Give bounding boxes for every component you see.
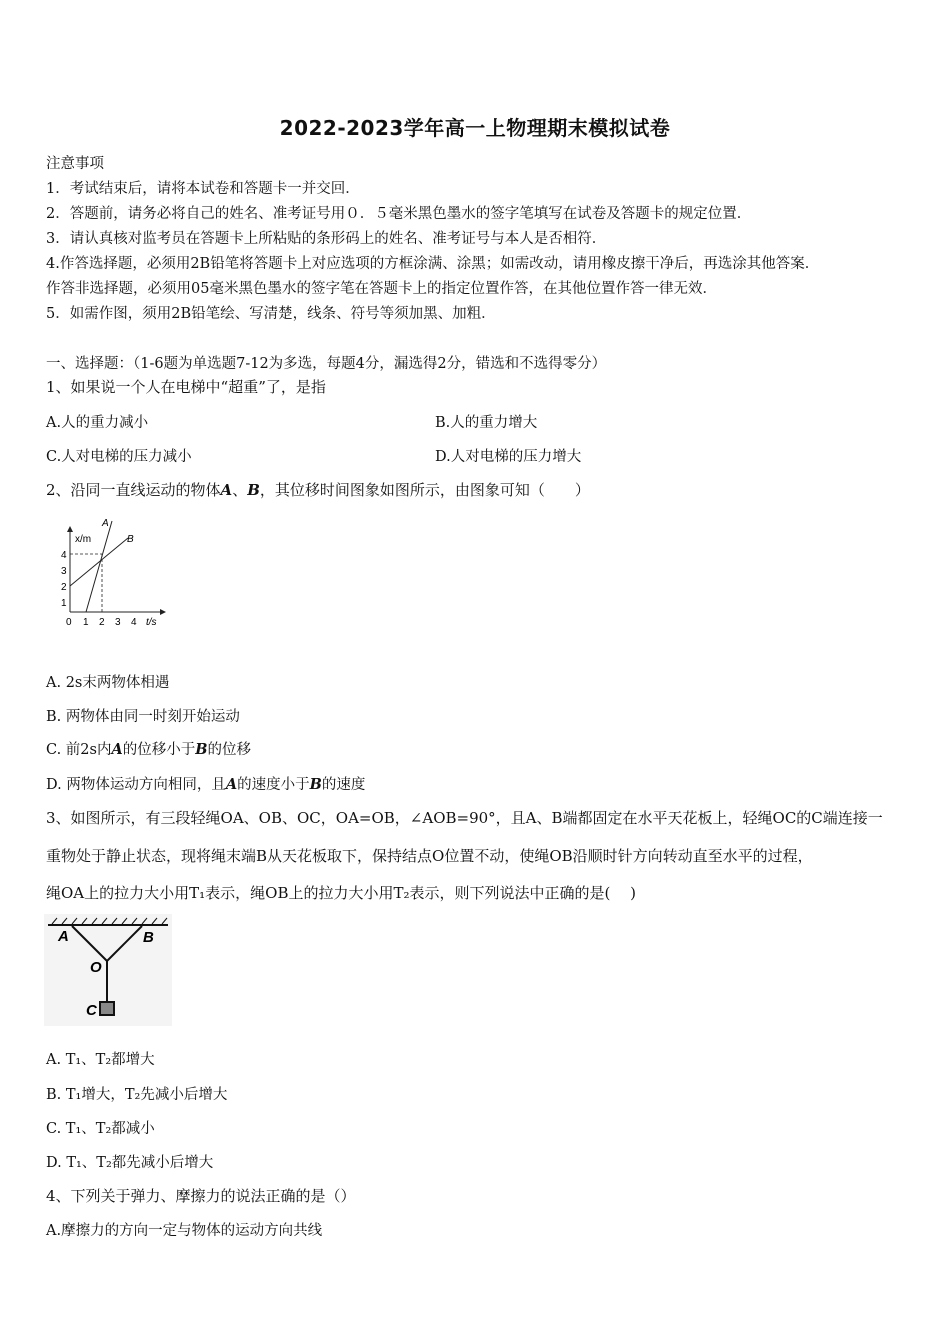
q2-option-b: B. 两物体由同一时刻开始运动 bbox=[46, 709, 240, 725]
section-heading: 一、选择题：（1-6题为单选题7-12为多选，每题4分，漏选得2分，错选和不选得零分） bbox=[46, 356, 607, 372]
notice-item: 5．如需作图，须用2B铅笔绘、写清楚，线条、符号等须加黑、加粗． bbox=[46, 306, 496, 322]
notice-heading: 注意事项 bbox=[46, 156, 104, 172]
q3-option-d: D. T₁、T₂都先减小后增大 bbox=[46, 1155, 214, 1171]
x-tick-label: 2 bbox=[99, 617, 105, 628]
notice-item: 2．答题前，请务必将自己的姓名、准考证号用０．５毫米黑色墨水的签字笔填写在试卷及答题卡的规定位置． bbox=[46, 206, 752, 222]
notice-item: 1．考试结束后，请将本试卷和答题卡一并交回． bbox=[46, 181, 360, 197]
point-b-label: B bbox=[143, 929, 154, 946]
question-4-stem: 4、下列关于弹力、摩擦力的说法正确的是（） bbox=[46, 1187, 356, 1205]
x-axis-label: t/s bbox=[146, 617, 157, 628]
x-tick-label: 4 bbox=[131, 617, 137, 628]
question-3-line-1: 3、如图所示，有三段轻绳OA、OB、OC，OA=OB，∠AOB=90°，且A、B端都固定在水平天花板上，轻绳OC的C端连接一 bbox=[46, 809, 883, 827]
q2-displacement-time-graph bbox=[56, 515, 176, 630]
q2-option-a: A. 2s末两物体相遇 bbox=[46, 675, 170, 691]
point-o-label: O bbox=[90, 959, 102, 976]
question-3-line-2: 重物处于静止状态，现将绳末端B从天花板取下，保持结点O位置不动，使绳OB沿顺时针方向转动直至水平的过程， bbox=[46, 847, 813, 865]
q1-option-c: C.人对电梯的压力减小 bbox=[46, 449, 192, 465]
question-1-stem: 1、如果说一个人在电梯中“超重”了，是指 bbox=[46, 378, 326, 396]
q1-option-b: B.人的重力增大 bbox=[435, 415, 538, 431]
q2-option-d: D. 两物体运动方向相同，且A的速度小于B的速度 bbox=[46, 776, 366, 793]
q1-option-d: D.人对电梯的压力增大 bbox=[435, 449, 582, 465]
page-title: 2022-2023学年高一上物理期末模拟试卷 bbox=[279, 116, 671, 140]
line-b bbox=[70, 538, 128, 586]
notice-item: 3．请认真核对监考员在答题卡上所粘贴的条形码上的姓名、准考证号与本人是否相符． bbox=[46, 231, 607, 247]
q3-rope-figure bbox=[44, 914, 172, 1026]
question-2-stem: 2、沿同一直线运动的物体A、B，其位移时间图象如图所示，由图象可知（ ） bbox=[46, 481, 590, 499]
notice-item: 作答非选择题，必须用05毫米黑色墨水的签字笔在答题卡上的指定位置作答，在其他位置作答一律无效． bbox=[46, 281, 717, 297]
notice-item: 4.作答选择题，必须用2B铅笔将答题卡上对应选项的方框涂满、涂黑；如需改动，请用橡皮擦干净后，再选涂其他答案． bbox=[46, 256, 820, 272]
y-tick-label: 2 bbox=[61, 582, 67, 593]
q4-option-a: A.摩擦力的方向一定与物体的运动方向共线 bbox=[46, 1223, 323, 1239]
y-axis-arrow bbox=[67, 526, 73, 532]
q3-option-c: C. T₁、T₂都减小 bbox=[46, 1121, 155, 1137]
q3-option-b: B. T₁增大，T₂先减小后增大 bbox=[46, 1087, 228, 1103]
y-tick-label: 1 bbox=[61, 598, 67, 609]
line-b-label: B bbox=[127, 534, 134, 545]
q3-option-a: A. T₁、T₂都增大 bbox=[46, 1052, 155, 1068]
line-a-label: A bbox=[102, 518, 109, 529]
x-axis-arrow bbox=[160, 609, 166, 615]
q2-option-c: C. 前2s内A的位移小于B的位移 bbox=[46, 741, 251, 758]
y-tick-label: 3 bbox=[61, 566, 67, 577]
y-tick-label: 4 bbox=[61, 550, 67, 561]
question-3-line-3: 绳OA上的拉力大小用T₁表示，绳OB上的拉力大小用T₂表示，则下列说法中正确的是( ) bbox=[46, 884, 636, 902]
y-axis-label: x/m bbox=[75, 534, 92, 545]
q1-option-a: A.人的重力减小 bbox=[46, 415, 149, 431]
hanging-weight bbox=[100, 1002, 114, 1015]
point-c-label: C bbox=[86, 1002, 97, 1019]
point-a-label: A bbox=[58, 928, 69, 945]
origin-label: 0 bbox=[66, 617, 72, 628]
x-tick-label: 1 bbox=[83, 617, 89, 628]
x-tick-label: 3 bbox=[115, 617, 121, 628]
